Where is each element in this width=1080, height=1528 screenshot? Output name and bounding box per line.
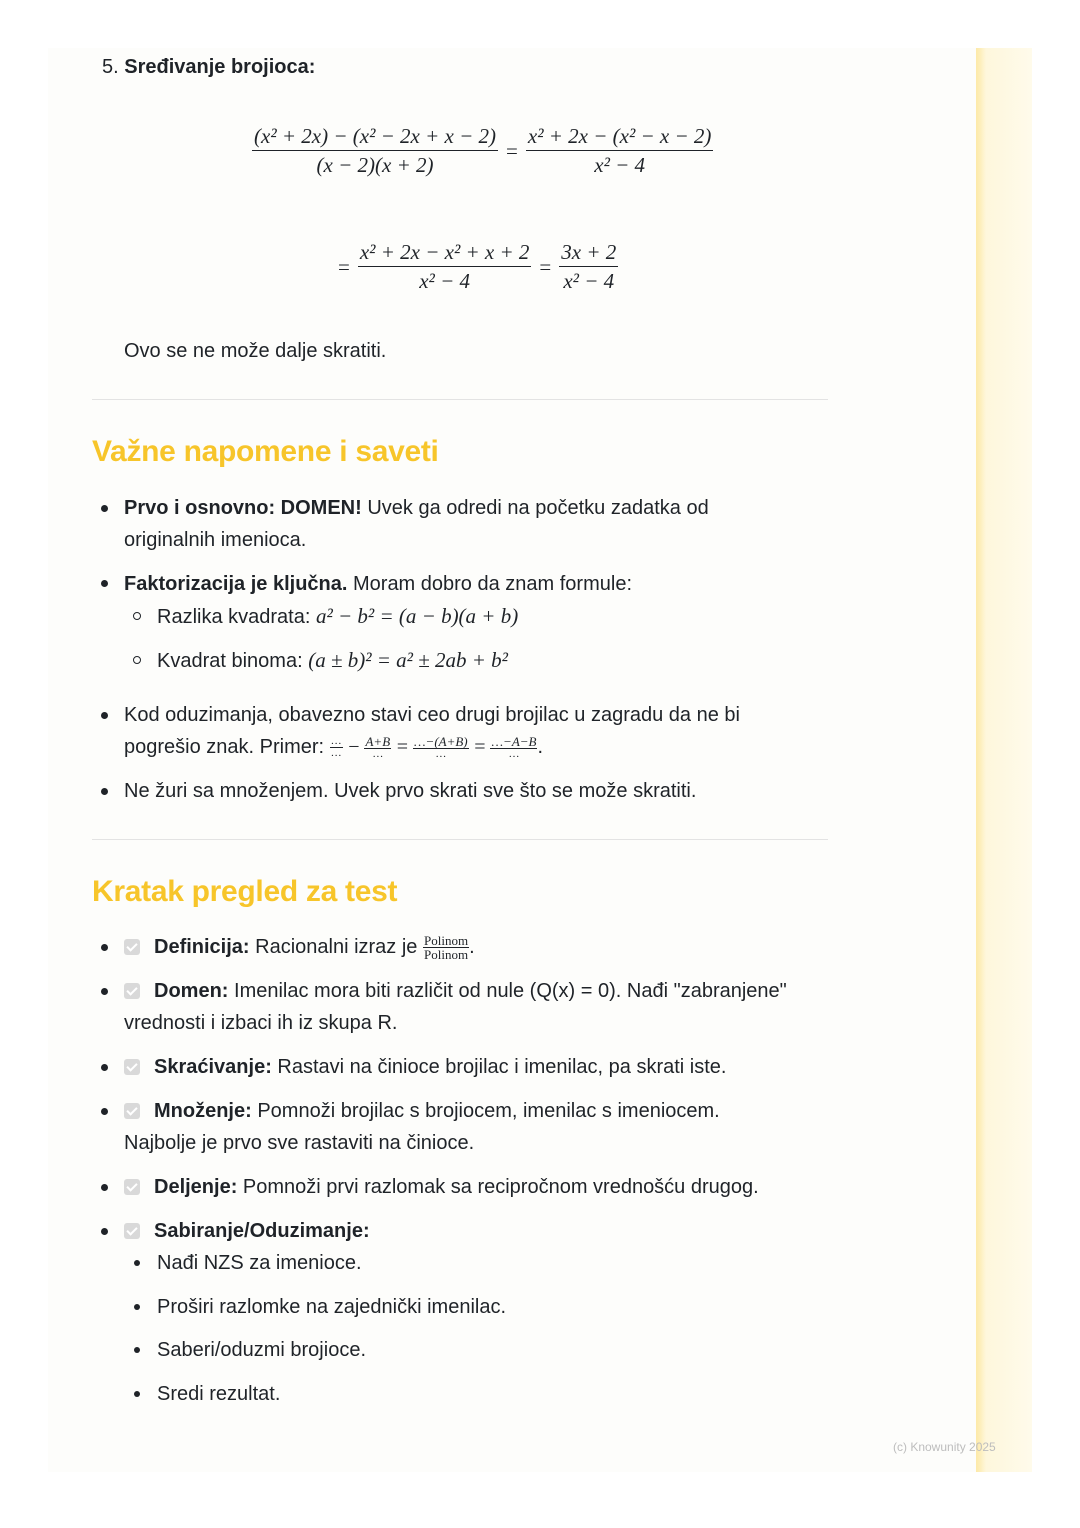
bullet bbox=[101, 788, 108, 795]
page-edge-stripe bbox=[976, 48, 1032, 1472]
divider bbox=[92, 399, 828, 400]
item-bold: Faktorizacija je ključna. bbox=[124, 573, 348, 595]
step-number: 5. bbox=[102, 56, 119, 78]
list-sub-item bbox=[157, 644, 877, 677]
fraction-numerator: x² + 2x − x² + x + 2 bbox=[358, 240, 532, 267]
fraction-result bbox=[559, 240, 618, 294]
item-text: Rastavi na činioce brojilac i imenilac, pa skrati iste. bbox=[271, 1056, 727, 1078]
bullet bbox=[101, 1228, 108, 1235]
checkbox-checked-icon[interactable] bbox=[124, 1103, 140, 1119]
list-item bbox=[124, 568, 844, 600]
sub-bullet bbox=[134, 1260, 140, 1266]
list-sub-item: Sredi rezultat. bbox=[157, 1383, 281, 1405]
definition-fraction: Polinom Polinom bbox=[424, 933, 469, 963]
formula: (a ± b)² = a² ± 2ab + b² bbox=[308, 648, 508, 672]
item-text: Pomnoži brojilac s brojiocem, imenilac s imeniocem. Najbolje je prvo sve rastaviti na činioce. bbox=[124, 1100, 720, 1154]
note-text: Ovo se ne može dalje skratiti. bbox=[124, 340, 387, 362]
item-bold: Deljenje: bbox=[154, 1176, 238, 1198]
list-item bbox=[124, 492, 764, 556]
item-bold: Sabiranje/Oduzimanje: bbox=[154, 1220, 370, 1242]
section-title-pregled: Kratak pregled za test bbox=[92, 875, 398, 908]
step-heading bbox=[102, 56, 315, 79]
checkbox-checked-icon[interactable] bbox=[124, 983, 140, 999]
example-fraction: …−A−B … bbox=[491, 734, 537, 761]
equation-line-2: = $\frac{\text{x² + 2x − x² + x + 2}}{\text{x² − 4}}$ = $\frac{3x + 2}{\text{x² − 4}}$ bbox=[338, 240, 617, 293]
sub-bullet bbox=[134, 1391, 140, 1397]
example-fraction: …−(A+B) … bbox=[413, 734, 468, 761]
bullet bbox=[101, 712, 108, 719]
list-sub-item: Nađi NZS za imenioce. bbox=[157, 1252, 362, 1274]
item-bold: Množenje: bbox=[154, 1100, 252, 1122]
checklist-item bbox=[124, 1171, 844, 1203]
list-item: Kod oduzimanja, obavezno stavi ceo drugi brojilac u zagradu da ne bi pogrešio znak. Primer: … … − A+B … = …−(A+B) … = …−A−B … . bbox=[124, 704, 740, 761]
checkbox-checked-icon[interactable] bbox=[124, 1223, 140, 1239]
fraction-denominator: (x − 2)(x + 2) bbox=[316, 153, 434, 177]
fraction-numerator: 3x + 2 bbox=[559, 240, 618, 267]
checkbox-checked-icon[interactable] bbox=[124, 1179, 140, 1195]
bullet bbox=[101, 580, 108, 587]
checkbox-checked-icon[interactable] bbox=[124, 1059, 140, 1075]
sub-bullet bbox=[134, 1347, 140, 1353]
item-bold: Domen: bbox=[154, 980, 229, 1002]
bullet bbox=[101, 1108, 108, 1115]
checklist-item bbox=[124, 1215, 844, 1247]
sub-bullet bbox=[134, 1304, 140, 1310]
step-title: Sređivanje brojioca: bbox=[124, 56, 316, 78]
sub-item-label: Kvadrat binoma: bbox=[157, 650, 309, 672]
fraction-numerator: x² + 2x − (x² − x − 2) bbox=[526, 124, 714, 151]
checklist-item bbox=[124, 1051, 844, 1083]
section-title-napomene: Važne napomene i saveti bbox=[92, 435, 439, 468]
list-item: Ne žuri sa množenjem. Uvek prvo skrati sve što se može skratiti. bbox=[124, 780, 697, 802]
copyright-footer: (c) Knowunity 2025 bbox=[893, 1440, 996, 1454]
example-fraction: … … bbox=[330, 735, 342, 760]
item-text: Kod oduzimanja, obavezno stavi ceo drugi brojilac u zagradu da ne bi pogrešio znak. Primer: bbox=[124, 704, 740, 758]
bullet bbox=[101, 1064, 108, 1071]
example-fraction: A+B … bbox=[365, 734, 391, 761]
fraction-numerator: (x² + 2x) − (x² − 2x + x − 2) bbox=[252, 124, 498, 151]
list-sub-item: Proširi razlomke na zajednički imenilac. bbox=[157, 1296, 507, 1318]
item-text: Moram dobro da znam formule: bbox=[347, 573, 632, 595]
checkbox-checked-icon[interactable] bbox=[124, 939, 140, 955]
checklist-item: Definicija: Racionalni izraz je Polinom Polinom . bbox=[124, 931, 844, 963]
item-text: Racionalni izraz je bbox=[249, 936, 423, 958]
fraction-step bbox=[358, 240, 532, 294]
list-sub-item: Saberi/oduzmi brojioce. bbox=[157, 1339, 366, 1361]
item-text: Imenilac mora biti različit od nule (Q(x) = 0). Nađi "zabranjene" vrednosti i izbaci ih iz skupa R. bbox=[124, 980, 787, 1034]
fraction-lhs bbox=[252, 124, 498, 178]
fraction-rhs bbox=[526, 124, 714, 178]
sub-bullet bbox=[133, 612, 141, 620]
item-bold: Definicija: bbox=[154, 936, 250, 958]
sub-bullet bbox=[133, 656, 141, 664]
item-bold: Skraćivanje: bbox=[154, 1056, 272, 1078]
divider bbox=[92, 839, 828, 840]
sub-item-label: Razlika kvadrata: bbox=[157, 606, 316, 628]
item-text: Uvek ga odredi na početku zadatka od originalnih imenioca. bbox=[124, 497, 709, 551]
bullet bbox=[101, 505, 108, 512]
equation-line-1: $\frac{\text{(x² + 2x) − (x² − 2x + x − 2)}}{(x - 2)(x + 2)}$ = $\frac{\text{x² + 2x − (x² − x − 2)}}{\text{x² − 4}}$ bbox=[254, 124, 712, 177]
bullet bbox=[101, 988, 108, 995]
item-text: Pomnoži prvi razlomak sa recipročnom vrednošću drugog. bbox=[237, 1176, 759, 1198]
fraction-denominator: x² − 4 bbox=[563, 269, 615, 293]
bullet bbox=[101, 1184, 108, 1191]
fraction-denominator: x² − 4 bbox=[419, 269, 471, 293]
checklist-item bbox=[124, 1095, 764, 1159]
formula: a² − b² = (a − b)(a + b) bbox=[315, 604, 519, 628]
bullet bbox=[101, 944, 108, 951]
item-bold: Prvo i osnovno: DOMEN! bbox=[124, 497, 362, 519]
checklist-item bbox=[124, 975, 829, 1039]
list-sub-item bbox=[157, 600, 877, 633]
fraction-denominator: x² − 4 bbox=[594, 153, 646, 177]
